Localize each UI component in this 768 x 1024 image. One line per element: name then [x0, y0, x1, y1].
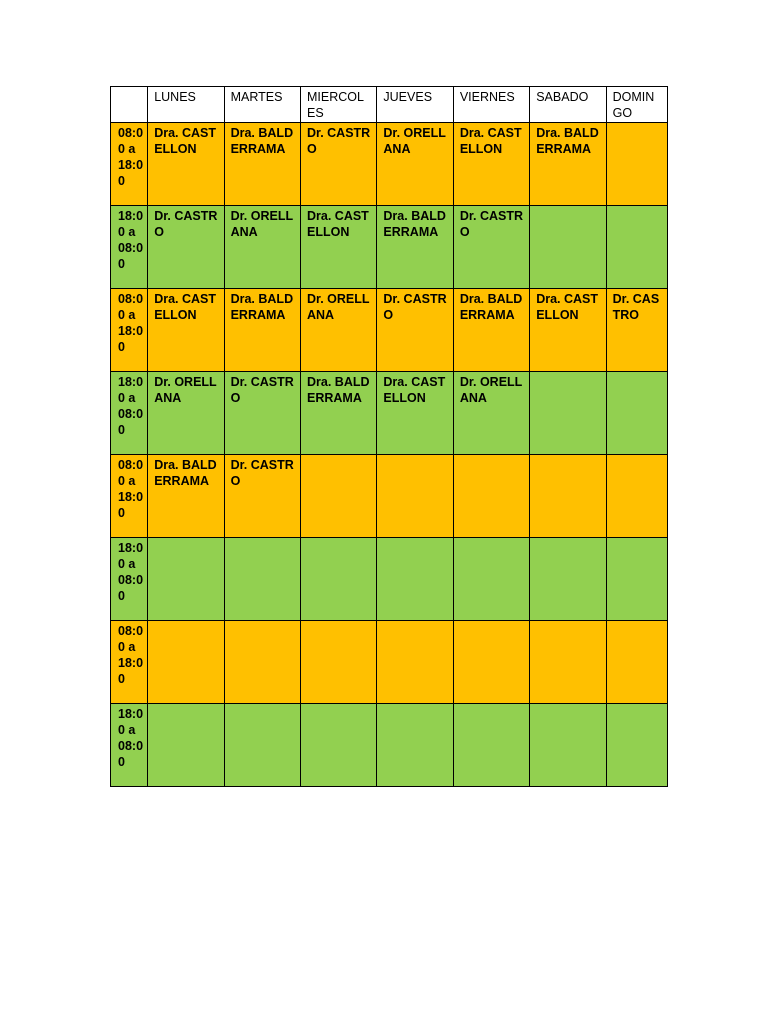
header-day-domingo: DOMINGO: [606, 87, 667, 123]
schedule-cell: [530, 122, 606, 205]
doctor-name: Dr. CASTRO: [230, 374, 294, 405]
schedule-body: [111, 122, 668, 786]
schedule-row-night: [111, 205, 668, 288]
schedule-cell: [377, 454, 453, 537]
doctor-name: Dr. CASTRO: [230, 457, 294, 488]
header-day-lunes: LUNES: [148, 87, 224, 123]
doctor-name: Dr. ORELLANA: [230, 208, 294, 239]
schedule-cell: [453, 703, 529, 786]
shift-time-label: 18:00 a 08:00: [118, 374, 144, 438]
schedule-cell: [530, 288, 606, 371]
doctor-name: Dr. CASTRO: [154, 208, 218, 239]
doctor-name: Dr. ORELLANA: [383, 125, 446, 156]
schedule-cell: [453, 122, 529, 205]
doctor-name: Dra. BALDERRAMA: [459, 291, 523, 322]
doctor-name: Dra. BALDERRAMA: [230, 291, 294, 322]
schedule-cell: [224, 703, 300, 786]
schedule-cell: [148, 205, 224, 288]
shift-time-label: 18:00 a 08:00: [118, 208, 144, 272]
doctor-name: Dr. ORELLANA: [154, 374, 217, 405]
schedule-cell: [224, 537, 300, 620]
schedule-cell: [453, 620, 529, 703]
shift-time-cell: [111, 371, 148, 454]
schedule-cell: [148, 122, 224, 205]
doctor-name: Dr. CASTRO: [612, 291, 660, 322]
doctor-name: Dra. BALDERRAMA: [307, 374, 370, 405]
schedule-cell: [453, 288, 529, 371]
header-day-martes: MARTES: [224, 87, 300, 123]
schedule-cell: [301, 537, 377, 620]
schedule-cell: [224, 288, 300, 371]
schedule-cell: [224, 454, 300, 537]
doctor-name: Dr. CASTRO: [459, 208, 524, 239]
schedule-cell: [606, 371, 667, 454]
schedule-cell: [301, 122, 377, 205]
schedule-cell: [301, 288, 377, 371]
schedule-cell: [148, 288, 224, 371]
schedule-cell: [377, 205, 453, 288]
schedule-cell: [224, 122, 300, 205]
schedule-cell: [606, 703, 667, 786]
schedule-row-day: [111, 454, 668, 537]
shift-time-label: 18:00 a 08:00: [118, 706, 144, 770]
schedule-cell: [148, 371, 224, 454]
shift-time-label: 08:00 a 18:00: [118, 125, 144, 189]
schedule-cell: [377, 371, 453, 454]
header-row: [111, 87, 668, 123]
header-day-jueves: JUEVES: [377, 87, 453, 123]
schedule-cell: [606, 205, 667, 288]
shift-time-label: 18:00 a 08:00: [118, 540, 144, 604]
schedule-cell: [377, 537, 453, 620]
schedule-row-day: [111, 620, 668, 703]
doctor-name: Dra. CASTELLON: [383, 374, 446, 405]
shift-time-cell: [111, 454, 148, 537]
schedule-cell: [606, 122, 667, 205]
doctor-name: Dr. ORELLANA: [307, 291, 370, 322]
shift-time-label: 08:00 a 18:00: [118, 457, 144, 521]
schedule-cell: [453, 454, 529, 537]
doctor-name: Dra. BALDERRAMA: [154, 457, 217, 488]
schedule-cell: [606, 620, 667, 703]
schedule-cell: [453, 205, 529, 288]
shift-time-cell: [111, 703, 148, 786]
shift-time-cell: [111, 205, 148, 288]
schedule-cell: [377, 703, 453, 786]
doctor-name: Dr. CASTRO: [383, 291, 447, 322]
header-corner-cell: [111, 87, 148, 123]
shift-time-cell: [111, 288, 148, 371]
header-day-sabado: SABADO: [530, 87, 606, 123]
doctor-name: Dra. CASTELLON: [459, 125, 522, 156]
schedule-cell: [148, 703, 224, 786]
schedule-row-night: [111, 537, 668, 620]
schedule-cell: [301, 454, 377, 537]
doctor-name: Dr. CASTRO: [307, 125, 371, 156]
doctor-name: Dra. CASTELLON: [154, 291, 217, 322]
shift-schedule-table: [110, 86, 668, 787]
schedule-cell: [606, 454, 667, 537]
schedule-cell: [224, 620, 300, 703]
schedule-cell: [453, 537, 529, 620]
schedule-cell: [606, 288, 667, 371]
schedule-row-day: [111, 288, 668, 371]
schedule-cell: [301, 205, 377, 288]
doctor-name: Dra. BALDERRAMA: [536, 125, 599, 156]
schedule-row-night: [111, 371, 668, 454]
header-day-miercoles: MIERCOLES: [301, 87, 377, 123]
doctor-name: Dra. BALDERRAMA: [230, 125, 294, 156]
schedule-cell: [301, 620, 377, 703]
schedule-cell: [530, 454, 606, 537]
schedule-cell: [606, 537, 667, 620]
shift-time-label: 08:00 a 18:00: [118, 623, 144, 687]
doctor-name: Dra. CASTELLON: [154, 125, 217, 156]
schedule-cell: [224, 205, 300, 288]
shift-time-cell: [111, 537, 148, 620]
schedule-cell: [377, 288, 453, 371]
schedule-cell: [453, 371, 529, 454]
schedule-cell: [377, 620, 453, 703]
schedule-cell: [301, 371, 377, 454]
schedule-cell: [148, 454, 224, 537]
schedule-cell: [148, 620, 224, 703]
shift-time-cell: [111, 122, 148, 205]
schedule-row-day: [111, 122, 668, 205]
schedule-cell: [377, 122, 453, 205]
doctor-name: Dra. CASTELLON: [536, 291, 599, 322]
doctor-name: Dra. BALDERRAMA: [383, 208, 446, 239]
schedule-cell: [301, 703, 377, 786]
schedule-cell: [148, 537, 224, 620]
schedule-cell: [530, 703, 606, 786]
schedule-cell: [224, 371, 300, 454]
doctor-name: Dra. CASTELLON: [307, 208, 369, 239]
shift-time-cell: [111, 620, 148, 703]
schedule-cell: [530, 205, 606, 288]
doctor-name: Dr. ORELLANA: [459, 374, 523, 405]
shift-time-label: 08:00 a 18:00: [118, 291, 144, 355]
schedule-cell: [530, 537, 606, 620]
schedule-cell: [530, 371, 606, 454]
schedule-row-night: [111, 703, 668, 786]
schedule-cell: [530, 620, 606, 703]
header-day-viernes: VIERNES: [453, 87, 529, 123]
